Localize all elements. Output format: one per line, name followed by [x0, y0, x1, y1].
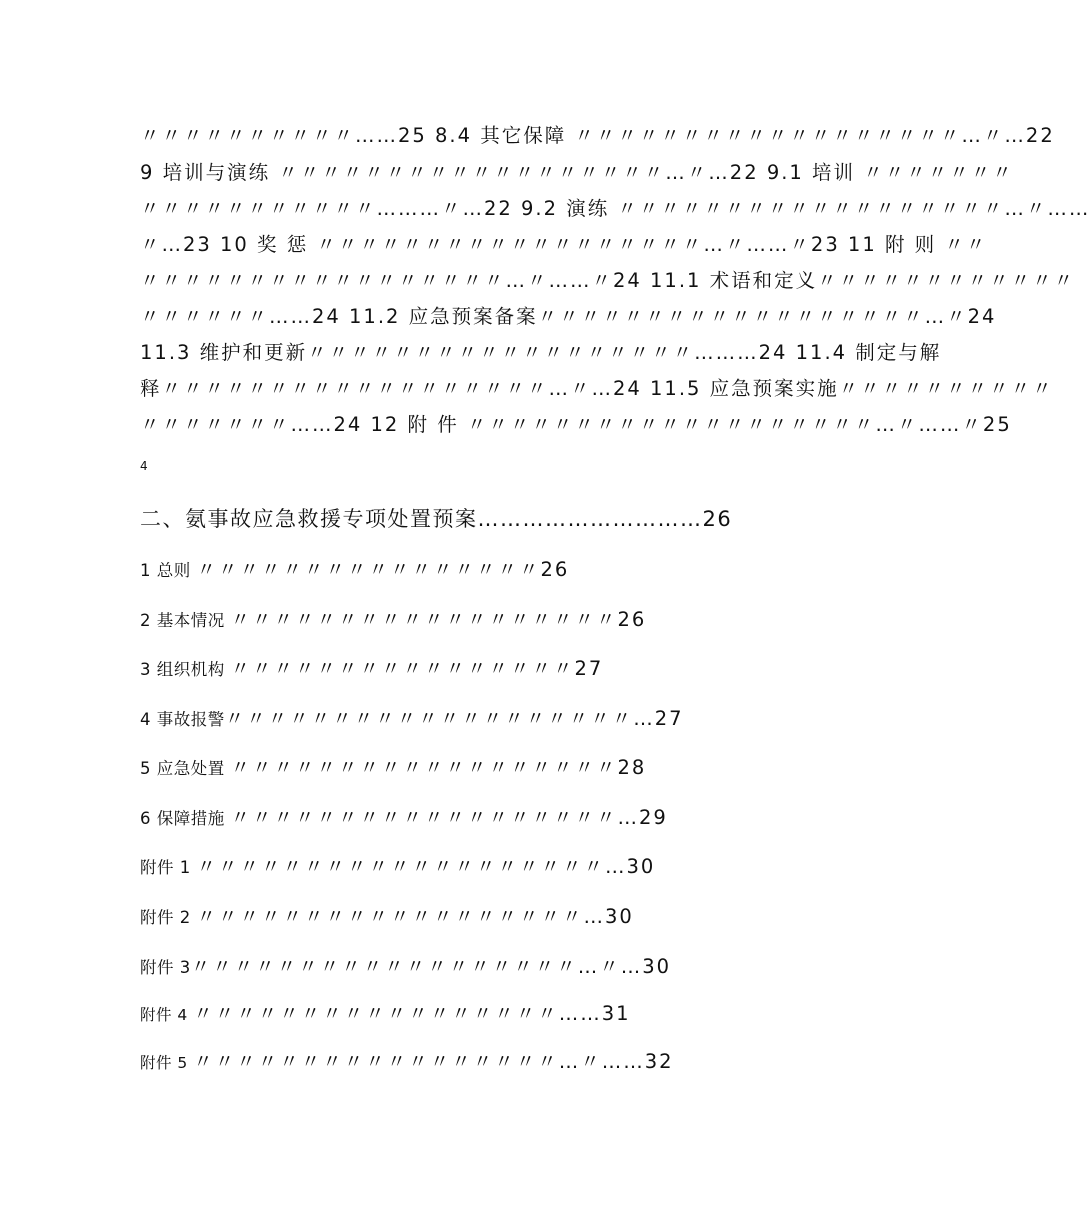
toc-continued-line-4: 〃…23 10 奖 惩 〃〃〃〃〃〃〃〃〃〃〃〃〃〃〃〃〃〃…〃……〃23 11 附 则 〃〃: [140, 233, 988, 256]
toc-item-leader: 〃〃〃〃〃〃〃〃〃〃〃〃〃〃〃〃〃〃〃…27: [224, 707, 684, 730]
toc-item: [140, 1046, 674, 1074]
toc-item-leader: 〃〃〃〃〃〃〃〃〃〃〃〃〃〃〃〃〃……31: [193, 1002, 631, 1025]
toc-item-leader: 〃〃〃〃〃〃〃〃〃〃〃〃〃〃〃〃27: [230, 657, 604, 680]
toc-continued-line-1: 〃〃〃〃〃〃〃〃〃〃……25 8.4 其它保障 〃〃〃〃〃〃〃〃〃〃〃〃〃〃〃〃〃〃…〃…22: [140, 124, 1055, 147]
toc-item-leader: 〃〃〃〃〃〃〃〃〃〃〃〃〃〃〃〃26: [196, 558, 570, 581]
toc-item: [140, 901, 634, 929]
toc-continued-line-5: 〃〃〃〃〃〃〃〃〃〃〃〃〃〃〃〃〃…〃……〃24 11.1 术语和定义〃〃〃〃〃〃〃〃〃〃〃〃: [140, 269, 1076, 292]
toc-item-label: 4 事故报警: [140, 710, 225, 729]
toc-item-label: 1 总则: [140, 561, 197, 580]
toc-item-leader: 〃〃〃〃〃〃〃〃〃〃〃〃〃〃〃〃〃〃28: [230, 756, 647, 779]
toc-item: [140, 752, 646, 780]
toc-item: [140, 951, 671, 979]
toc-continued-line-8: 释〃〃〃〃〃〃〃〃〃〃〃〃〃〃〃〃〃〃…〃…24 11.5 应急预案实施〃〃〃〃〃〃〃〃〃〃: [140, 377, 1054, 400]
toc-item: [140, 703, 684, 731]
toc-item-label: 3 组织机构: [140, 660, 231, 679]
toc-item-label: 附件 5: [140, 1054, 194, 1072]
toc-item-leader: 〃〃〃〃〃〃〃〃〃〃〃〃〃〃〃〃〃〃26: [230, 608, 647, 631]
toc-continued-line-7: 11.3 维护和更新〃〃〃〃〃〃〃〃〃〃〃〃〃〃〃〃〃〃………24 11.4 制定与解: [140, 341, 942, 364]
toc-continued-line-2: 9 培训与演练 〃〃〃〃〃〃〃〃〃〃〃〃〃〃〃〃〃〃…〃…22 9.1 培训 〃〃〃〃〃〃〃: [140, 161, 1014, 184]
toc-item: [140, 653, 603, 681]
toc-item-label: 附件 4: [140, 1006, 194, 1024]
toc-item: [140, 604, 646, 632]
toc-item: [140, 802, 668, 830]
toc-item-label: 附件 2: [140, 908, 197, 927]
toc-item-label: 6 保障措施: [140, 809, 231, 828]
toc-item-leader: 〃〃〃〃〃〃〃〃〃〃〃〃〃〃〃〃〃…〃……32: [193, 1050, 674, 1073]
toc-item-label: 附件 3: [140, 958, 191, 977]
section-heading: 二、氨事故应急救援专项处置预案…………………………26: [140, 507, 733, 531]
toc-item: [140, 851, 655, 879]
page-number: 4: [140, 459, 148, 473]
toc-item: [140, 554, 569, 582]
toc-item-leader: 〃〃〃〃〃〃〃〃〃〃〃〃〃〃〃〃〃〃…〃…30: [190, 955, 672, 978]
toc-item-label: 5 应急处置: [140, 759, 231, 778]
toc-continued-line-3: 〃〃〃〃〃〃〃〃〃〃〃………〃…22 9.2 演练 〃〃〃〃〃〃〃〃〃〃〃〃〃〃〃〃〃〃…〃……: [140, 197, 1090, 220]
toc-item-label: 附件 1: [140, 858, 197, 877]
toc-item-leader: 〃〃〃〃〃〃〃〃〃〃〃〃〃〃〃〃〃〃…29: [230, 806, 668, 829]
toc-item: [140, 998, 631, 1026]
toc-continued-line-6: 〃〃〃〃〃〃……24 11.2 应急预案备案〃〃〃〃〃〃〃〃〃〃〃〃〃〃〃〃〃〃…〃24: [140, 305, 997, 328]
toc-item-leader: 〃〃〃〃〃〃〃〃〃〃〃〃〃〃〃〃〃〃〃…30: [196, 855, 656, 878]
toc-item-label: 2 基本情况: [140, 611, 231, 630]
toc-continued-line-9: 〃〃〃〃〃〃〃……24 12 附 件 〃〃〃〃〃〃〃〃〃〃〃〃〃〃〃〃〃〃〃…〃……〃25: [140, 413, 1012, 436]
toc-item-leader: 〃〃〃〃〃〃〃〃〃〃〃〃〃〃〃〃〃〃…30: [196, 905, 634, 928]
